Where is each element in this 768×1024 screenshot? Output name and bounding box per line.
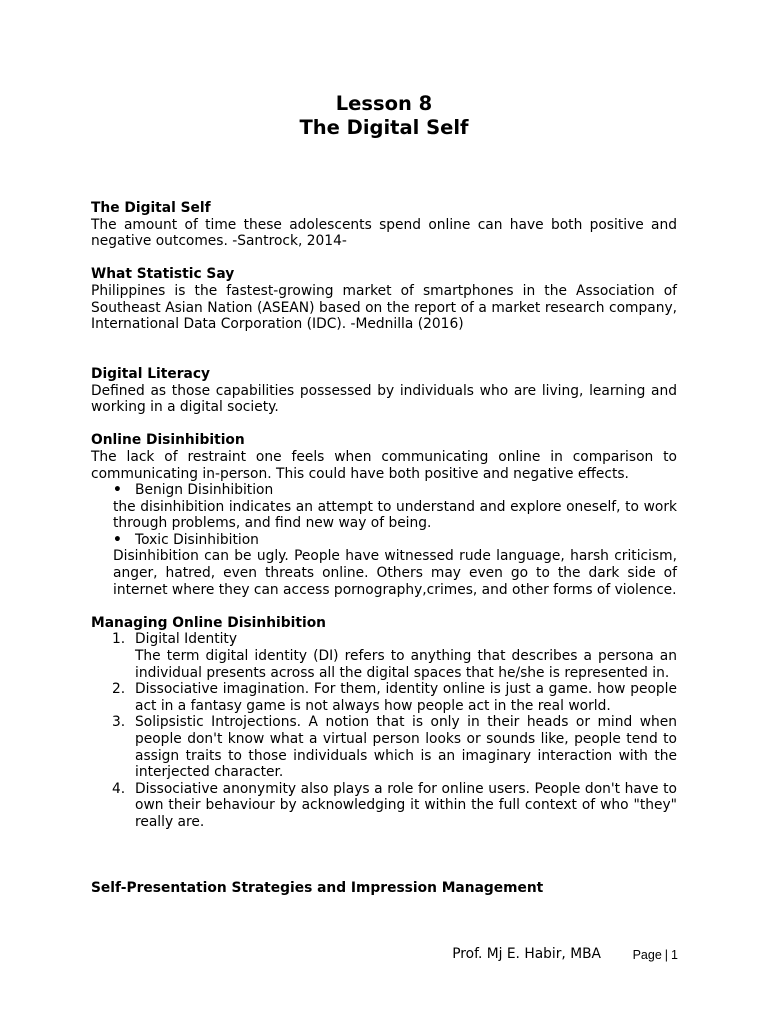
bullet-marker: • [113,482,122,499]
numbered-item-1 [91,631,677,681]
list-item-text: Dissociative anonymity also plays a role for online users. People don't have to own their behaviour by acknowledging it within the full context of who "they" really are. [135,780,677,830]
bullet-item-benign [91,482,677,499]
section-heading: The Digital Self [91,200,211,216]
bullet-label: Benign Disinhibition [135,482,274,499]
section-heading: Self-Presentation Strategies and Impression Management [91,880,544,897]
section-heading: Digital Literacy [91,365,210,382]
title-line-lesson: Lesson 8 [335,92,433,115]
section-paragraph: The amount of time these adolescents spend online can have both positive and negative outcomes. -Santrock, 2014- [91,216,677,250]
section-online-disinhibition [91,432,677,598]
page-footer [0,945,768,965]
list-item-text: Dissociative imagination. For them, identity online is just a game. how people act in a fantasy game is not always how people act in the real world. [135,681,677,714]
title-line-topic: The Digital Self [299,116,469,139]
section-self-presentation [91,880,677,897]
page-number: 1 [671,948,678,962]
list-number: 2. [112,681,126,698]
bullet-description: the disinhibition indicates an attempt to understand and explore oneself, to work through problems, and find new way of being. [113,498,677,532]
list-number: 4. [112,780,126,797]
list-number: 3. [112,714,126,731]
section-digital-literacy [91,366,677,416]
section-digital-self [91,200,677,250]
section-paragraph: Philippines is the fastest-growing market of smartphones in the Association of Southeast Asian Nation (ASEAN) based on the report of a market research company, International Data Corporation (IDC). -Mednilla (2016) [91,282,677,333]
list-number: 1. [112,631,126,648]
list-item-description: The term digital identity (DI) refers to anything that describes a persona an individual presents across all the digital spaces that he/she is represented in. [135,648,677,681]
page-number-label [633,946,678,964]
page-label: Page [632,948,662,962]
bullet-description: Disinhibition can be ugly. People have witnessed rude language, harsh criticism, anger, hatred, even threats online. Others may even go to the dark side of internet where they can access pornography,crimes, and other forms of violence. [113,548,677,598]
section-heading: Online Disinhibition [91,432,245,449]
document-title [0,92,768,140]
section-heading: What Statistic Say [91,266,235,283]
bullet-item-toxic [91,532,677,549]
section-managing-disinhibition [91,615,677,831]
section-paragraph: The lack of restraint one feels when communicating online in comparison to communicating in-person. This could have both positive and negative effects. [91,448,677,482]
bullet-label: Toxic Disinhibition [135,531,259,548]
document-body [91,200,677,897]
section-paragraph: Defined as those capabilities possessed by individuals who are living, learning and working in a digital society. [91,382,677,416]
section-heading: Managing Online Disinhibition [91,614,326,631]
footer-author: Prof. Mj E. Habir, MBA [452,946,601,962]
numbered-item-2 [91,681,677,714]
numbered-item-4 [91,781,677,831]
section-statistics [91,266,677,332]
numbered-item-3 [91,714,677,780]
list-item-text: Solipsistic Introjections. A notion that is only in their heads or mind when people don't know what a virtual person looks or sounds like, people tend to assign traits to those individuals which is an imaginary interaction with the interjected character. [135,714,677,781]
bullet-marker: • [113,531,122,548]
list-item-label: Digital Identity [135,631,238,648]
page-separator: | [664,948,669,962]
